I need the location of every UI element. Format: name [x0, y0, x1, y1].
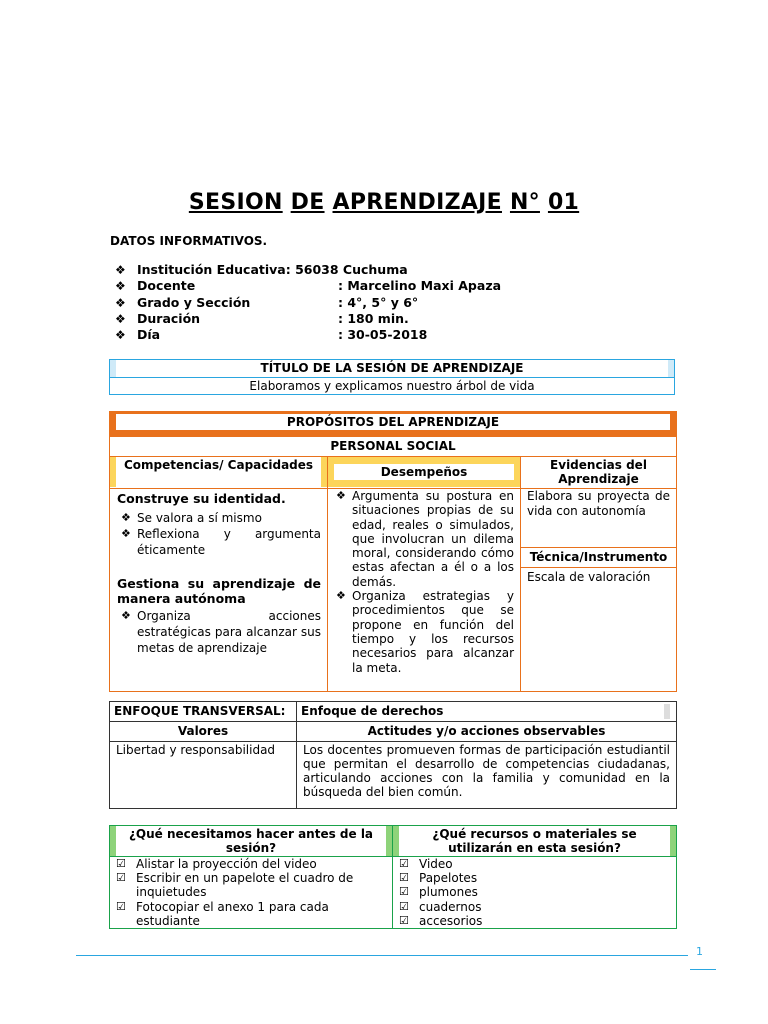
antes-cell: [110, 857, 393, 929]
list-item: ☑ plumones: [399, 885, 478, 900]
datos-heading: DATOS INFORMATIVOS.: [110, 234, 268, 248]
datos-label: Duración: [137, 310, 201, 326]
diamond-bullet-icon: ❖: [115, 279, 126, 294]
list-item: ☑ accesorios: [399, 913, 483, 928]
list-item: ☑ cuadernos: [399, 899, 482, 914]
checkbox-icon: ☑: [116, 857, 126, 870]
diamond-bullet-icon: ❖: [115, 295, 126, 310]
col-actitudes: Actitudes y/o acciones observables: [297, 722, 677, 742]
competencia-2: Gestiona su aprendizaje de manera autónoma: [117, 576, 321, 606]
datos-value: : Marcelino Maxi Apaza: [338, 278, 502, 294]
diamond-bullet-icon: ❖: [121, 609, 131, 622]
purposes-header: PROPÓSITOS DEL APRENDIZAJE: [116, 414, 670, 430]
col-desempenos: Desempeños: [334, 464, 514, 480]
page-number: 1: [696, 945, 703, 958]
valor-text: Libertad y responsabilidad: [110, 742, 297, 809]
session-title-box: [109, 359, 675, 395]
title-word: APRENDIZAJE: [332, 190, 502, 215]
list-item: ☑ Fotocopiar el anexo 1 para cada estudiante: [116, 899, 329, 928]
list-item: ☑ Papelotes: [399, 871, 478, 886]
datos-row: [115, 295, 501, 311]
col-recursos-cell: [393, 826, 677, 857]
page-title: [0, 190, 768, 215]
list-item: ❖ Reflexiona y argumenta éticamente: [121, 527, 321, 557]
title-word: 01: [547, 190, 580, 215]
enfoque-value-cell: [297, 702, 677, 722]
diamond-bullet-icon: ❖: [121, 511, 131, 524]
enfoque-table: [109, 701, 677, 809]
datos-value: : 30-05-2018: [338, 327, 428, 343]
title-word: DE: [290, 190, 325, 215]
col-valores: Valores: [110, 722, 297, 742]
checkbox-icon: ☑: [399, 871, 409, 885]
diamond-bullet-icon: ❖: [115, 263, 126, 277]
area-name: PERSONAL SOCIAL: [110, 437, 677, 457]
tecnica-header: Técnica/Instrumento: [521, 547, 676, 568]
checkbox-icon: ☑: [116, 871, 126, 885]
list-item: ☑ Video: [399, 857, 453, 871]
checkbox-icon: ☑: [399, 857, 409, 870]
datos-value: : 4°, 5° y 6°: [338, 294, 419, 310]
list-item: ❖ Organiza estrategias y procedimientos que se propone en función del tiempo y los recursos necesarios para alcanzar la meta.: [336, 589, 514, 675]
diamond-bullet-icon: ❖: [115, 328, 126, 343]
list-item: ❖ Organiza acciones estratégicas para alcanzar sus metas de aprendizaje: [121, 609, 321, 655]
datos-label: Grado y Sección: [137, 294, 251, 310]
list-item: ❖ Argumenta su postura en situaciones propias de su edad, reales o simulados, que involucran un dilema moral, considerando cómo estas afectan a él o a los demás.: [336, 489, 514, 589]
col-competencias-cell: [110, 457, 328, 489]
datos-row: [115, 278, 501, 294]
title-word: SESION: [188, 190, 283, 215]
session-title-header: TÍTULO DE LA SESIÓN DE APRENDIZAJE: [110, 360, 674, 378]
desempenos-cell: [328, 489, 521, 692]
diamond-bullet-icon: ❖: [121, 527, 131, 540]
purposes-header-cell: [110, 412, 677, 437]
checkbox-icon: ☑: [399, 913, 409, 927]
col-desempenos-cell: [328, 457, 521, 489]
recursos-cell: [393, 857, 677, 929]
diamond-bullet-icon: ❖: [336, 589, 346, 603]
datos-row: [115, 327, 501, 343]
title-word: N°: [509, 190, 540, 215]
col-competencias: Competencias/ Capacidades: [123, 458, 314, 472]
list-item: ☑ Alistar la proyección del video: [116, 857, 317, 871]
purposes-table: [109, 411, 677, 692]
list-item: ☑ Escribir en un papelote el cuadro de inquietudes: [116, 871, 354, 900]
tecnica-value: Escala de valoración: [527, 570, 651, 584]
actitud-text: Los docentes promueven formas de participación estudiantil que permitan el desarrollo de competencias ciudadanas, articulando acciones con la familia y comunidad en la búsqueda del bien común.: [297, 742, 677, 809]
page-number-underline: [690, 969, 716, 970]
evidencias-cell: [521, 489, 677, 692]
col-antes: ¿Qué necesitamos hacer antes de la sesión?: [128, 827, 374, 855]
checkbox-icon: ☑: [399, 885, 409, 899]
footer-rule: [76, 955, 688, 956]
enfoque-label: ENFOQUE TRANSVERSAL:: [110, 702, 297, 722]
datos-row: [115, 311, 501, 327]
evidencia-text: Elabora su proyecta de vida con autonomía: [527, 489, 670, 518]
list-item: ❖ Se valora a sí mismo: [121, 511, 262, 525]
competencia-1: Construye su identidad.: [117, 491, 286, 506]
datos-value: : 180 min.: [338, 310, 409, 326]
session-title-value: Elaboramos y explicamos nuestro árbol de vida: [249, 379, 535, 393]
datos-list: [115, 262, 501, 343]
enfoque-value: Enfoque de derechos: [301, 704, 670, 719]
datos-label: Docente: [137, 278, 196, 294]
checkbox-icon: ☑: [399, 899, 409, 913]
col-evidencias: Evidencias del Aprendizaje: [521, 457, 677, 489]
diamond-bullet-icon: ❖: [336, 489, 346, 502]
preparation-table: [109, 825, 677, 929]
checkbox-icon: ☑: [116, 899, 126, 913]
col-antes-cell: [110, 826, 393, 857]
diamond-bullet-icon: ❖: [115, 311, 126, 326]
datos-label: Día: [137, 327, 161, 343]
col-recursos: ¿Qué recursos o materiales se utilizarán en esta sesión?: [432, 827, 637, 855]
datos-row: [115, 262, 501, 278]
competencias-cell: [110, 489, 328, 692]
datos-label: Institución Educativa: 56038 Cuchuma: [137, 262, 408, 277]
